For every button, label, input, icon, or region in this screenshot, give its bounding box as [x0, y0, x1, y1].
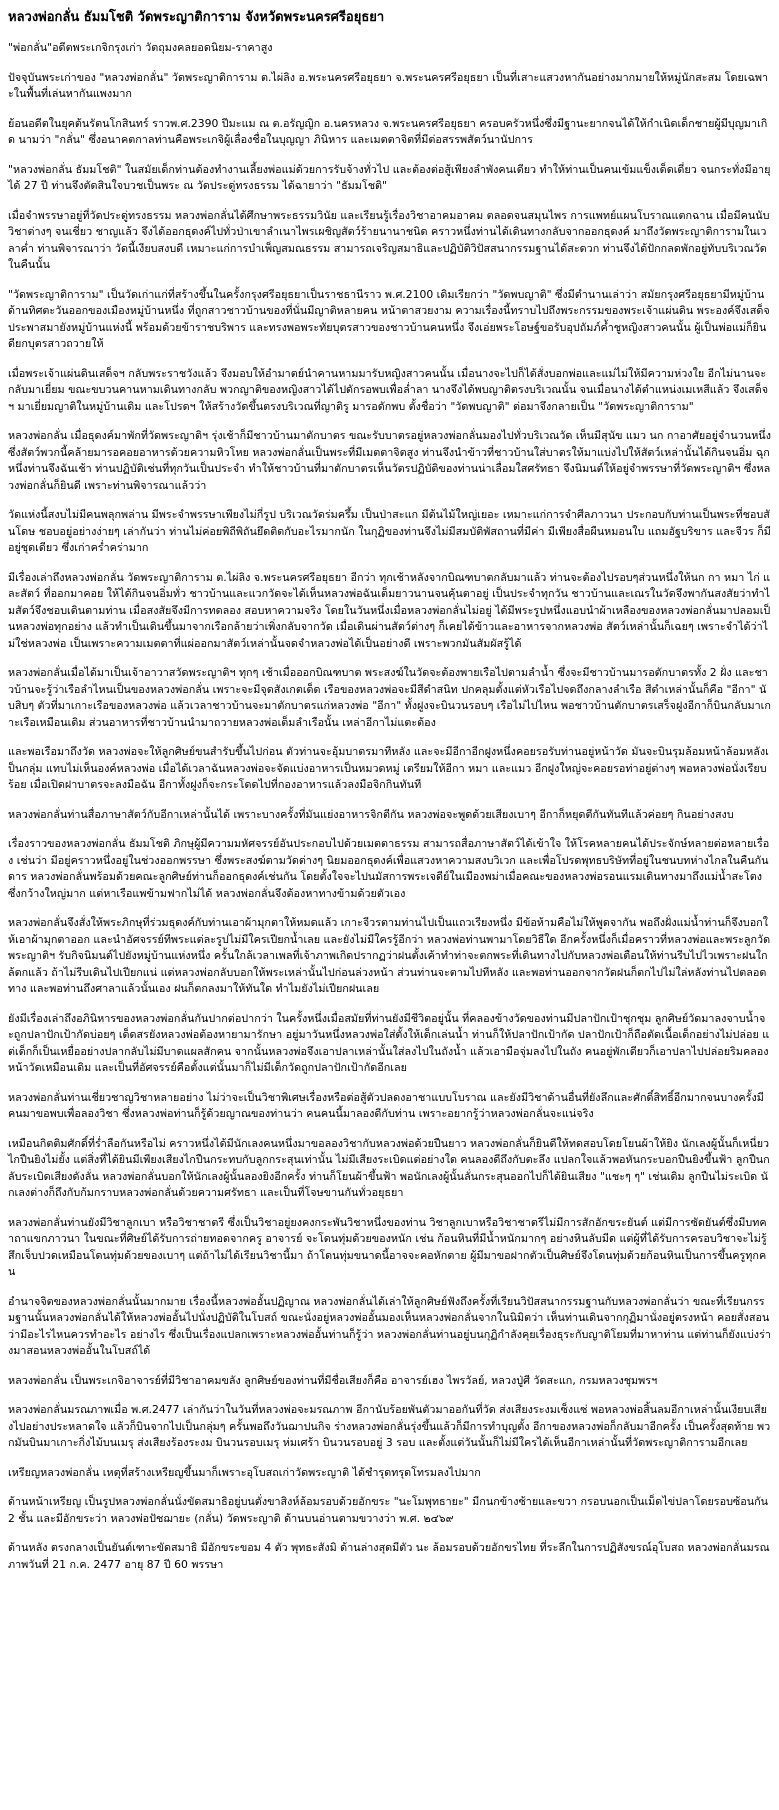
paragraph: หลวงพ่อกลั่นท่านยังมีวิชาลูกเบา หรือวิชาชาตรี ซึ่งเป็นวิชาอยู่ยงคงกระพันวิชาหนึ่งของท่าน วิชาลูกเบาหรือวิชาชาตรีไม่มีการสักอักขระยันต์ แต่มีการซัดยันต์ซึ่งมีบทคาถาแขกภาวนา ในขณะที่ศิษย์ได้รับการถ่ายทอดจากครู อาจารย์ จะโดนทุ่มด้วยของหนัก เช่น ก้อนหินที่มีน้ำหนักมากๆ อย่างหินลับมีด แต่ผู้ที่ได้รับการครอบวิชาจะไม่รู้สึกเจ็บปวดเหมือนโดนทุ่มด้วยของเบาๆ แต่ถ้าไม่ได้เรียนวิชานี้มา ถ้าโดนทุ่มขนาดนี้อาจจะคอหักตาย ผู้มีมาขอฝากตัวเป็นศิษย์จึงโดนทุ่มด้วยก้อนหินเป็นการขึ้นครูทุกคน [8, 1215, 767, 1278]
paragraph: หลวงพ่อกลั่นจึงสั่งให้พระภิกษุที่ร่วมธุดงค์กับท่านเอาผ้ามุกตาให้หมดแล้ว เกาะจีวรตามท่านไปเป็นแถวเรียงหนึ่ง มีข้อห้ามคือไม่ให้พูดจากัน พอถึงฝั่งแม่น้ำท่านก็จึงบอกให้เอาผ้ามุกตาออก และนำอัศจรรย์ทีพระแต่ละรูปไม่มีใครเปียกน้ำเลย และยังไม่มีใครรู้อีกว่า หลวงพ่อท่านพามาโดยวิธีใด อีกครั้งหนึ่งก็เมื่อคราวที่หลวงพ่อและพระลูกวัดพระญาติฯ รับกิจนิมนต์ไปยังหมู่บ้านแห่งหนึ่ง ครั้นใกล้เวลาเพลที่เจ้าภาพเกิดปรากฏว่าฝนตั้งเค้าทำท่าจะตกพระที่เดินทางไปกับหลวงพ่อเตือนให้ท่านรีบไปไวเพราะฝนใกล้ตกแล้ว ถ้าไม่รีบเดินไปเปียกแน่ แต่หลวงพ่อกลับบอกให้พระเหล่านั้นไปก่อนล่วงหน้า ส่วนท่านจะตามไปทีหลัง และพอท่านออกจากวัดฝนก็ตกไปไม่ใล่หลังท่านไปตลอดทาง และพอท่านถึงศาลาแล้วนั้นเอง ฝนก็ตกลงมาให้ทันใด ทำไมยังไม่เปียกฝนเลย [8, 916, 771, 995]
paragraph: หลวงพ่อกลั่นเมื่อได้มาเป็นเจ้าอาวาสวัดพระญาติฯ ทุกๆ เช้าเมื่อออกบิณฑบาต พระสงฆ์ในวัดจะต้องพายเรือไปตามลำน้ำ ซึ่งจะมีชาวบ้านมารอตักบาตรทั้ง 2 ฝั่ง และชาวบ้านจะรู้ว่าเรือลำไหนเป็นของหลวงพ่อกลั่น เพราะจะมีจุดสังเกตเด็ด เรือของหลวงพ่อจะมีสีดำสนิท ปกคลุมตั้งแต่หัวเรือไปจดถึงกลางลำเรือ สีดำเหล่านั้นก็คือ "อีกา" นับสิบๆ ตัวที่มาเกาะเรือของหลวงพ่อ แล้วเวลาชาวบ้านจะมาตักบาตรแก่หลวงพ่อ "อีกา" ทั้งฝูงจะบินวนรอบๆ เรือไม่ไปไหน พอชาวบ้านตักบาตรเสร็จฝูงอีกาก็บินกลับมาเกาะเรือเหมือนเดิม ส่วนอาหารที่ชาวบ้านนำมาถวายหลวงพ่อเต็มลำเรือนั้น เหล่าอีกาไม่แตะต้อง [8, 666, 771, 729]
paragraph: "หลวงพ่อกลั่น ธัมมโชติ" ในสมัยเด็กท่านต้องทำงานเลี้ยงพ่อแม่ด้วยการรับจ้างทั่วไป และต้องต่อสู้เพียงลำพังคนเดียว ทำให้ท่านเป็นคนเข้มแข็งเด็ดเดี่ยว จนกระทั่งมีอายุได้ 27 ปี ท่านจึงตัดสินใจบวชเป็นพระ ณ วัดประดู่ทรงธรรม ได้ฉายาว่า "ธัมมโชติ" [8, 162, 771, 192]
paragraph: มีเรื่องเล่าถึงหลวงพ่อกลั่น วัดพระญาติการาม ต.ไผ่ลิง จ.พระนครศรีอยุธยา อีกว่า ทุกเช้าหลังจากบิณฑบาตกลับมาแล้ว ท่านจะต้องไปรอบๆส่วนหนึ่งให้นก กา หมา ไก่ และสัตว์ ที่ออกมาคอย ให้ได้กินจนอิ่มทั่ว ชาวบ้านและแวกวัดจะได้เห็นหลวงพ่อฉันเต็มยาวนานจนคุ้นตาอยู่ เป็นประจำทุกวัน ชาวบ้านและเณรในวัดจึงพากันสงสัยว่าทำไมสัตว์จึงชอบเดินตามท่าน เมื่อสงสัยจึงมีการทดลอง สอบหาความจริง โดยในวันหนึ่งเมื่อหลวงพ่อกลั่นไม่อยู่ ได้มีพระรูปหนึ่งแอบนำผ้าเหลืองของหลวงพ่อกลั่นมาปลอมเป็นหลวงพ่อทุกอย่าง แล้วทำเป็นเดินขึ้นมาจากเรือกล้ายว่าเพิ่งกลับจากวัด เมื่อเดินผ่านสัตว์ต่างๆ ก็เคยได้ข้าวและอาหารจากหลวงพ่อ สัตว์เหล่านั้นก็เฉยๆ เพราะจำได้ว่าไม่ใช่หลวงพ่อ เป็นเพราะความเมตตาที่แผ่ออกมาสัตว์เหล่านั้นจดจำหลวงพ่อได้เป็นอย่างดี เพราะพวกมันสัมผัสรู้ได้ [8, 570, 771, 650]
paragraph: "พ่อกลั่น"อดีตพระเกจิกรุงเก่า วัตถุมงคลยอดนิยม-ราคาสูง [8, 41, 273, 54]
paragraph: และพอเรือมาถึงวัด หลวงพ่อจะให้ลูกศิษย์ขนสำรับขึ้นไปก่อน ตัวท่านจะอุ้มบาตรมาทีหลัง และจะมีอีกาอีกฝูงหนึ่งคอยรอรับท่านอยู่หน้าวัด มันจะบินรุมล้อมหน้าล้อมหลังเป็นกลุ่ม แทบไม่เห็นองค์หลวงพ่อ เมื่อได้เวลาฉันหลวงพ่อจะจัดแบ่งอาหารเป็นหมวดหมู่ เตรียมให้อีกา หมา และแมว อีกฝูงใหญ่จะคอยรอท่าอยู่ต่างๆ พอหลวงพ่อนั่งเรียบร้อย เมื่อเปิดฝาบาตรจะลงมือฉัน อีกาทั้งฝูงก็จะกระโดดไปที่กองอาหารแล้วลงมือจิกกินทันที [8, 745, 769, 791]
paragraph: เมื่อจำพรรษาอยู่ที่วัดประดู่ทรงธรรม หลวงพ่อกลั่นได้ศึกษาพระธรรมวินัย และเรียนรู้เรื่องวิชาอาคมอาคม ตลอดจนสมุนไพร การแพทย์แผนโบราณแตกฉาน เมื่อมีคนนับวิชาต่างๆ จนเชี่ยว ชาญแล้ว จึงได้ออกธุดงค์ไปทั่วป่าเขาลำเนาไพรเผชิญสัตว์ร้ายนานาชนิด คราวหนึ่งท่านได้เดินทางกลับจากออกธุดงค์ มาถึงวัดพระญาติการามในเวลาค่ำ ท่านพิจารณาว่า วัดนี้เงียบสงบดี เหมาะแก่การบำเพ็ญสมณธรรม สามารถเจริญสมาธิและปฏิบัติวิปัสสนากรรมฐานได้สะดวก ท่านจึงได้ปักกลดพักอยู่ทับบริเวณวัดในคืนนั้น [8, 208, 770, 271]
paragraph: หลวงพ่อกลั่น เป็นพระเกจิอาจารย์ที่มีวิชาอาคมขลัง ลูกศิษย์ของท่านที่มีชื่อเสียงก็คือ อาจารย์เฮง ไพรวัลย์, หลวงปู่ศี วัดสะแก, กรมหลวงชุมพรฯ [8, 1373, 658, 1387]
paragraph: หลวงพ่อกลั่นมรณภาพเมื่อ พ.ศ.2477 เล่ากันว่าในวันที่หลวงพ่อจะมรณภาพ อีกานับร้อยพันตัวมาออกันที่วัด ส่งเสียงระงมเซ็งแซ่ พอหลวงพ่อสิ้นลมอีกาเหล่านั้นเงียบเสียงไปอย่างประหลาดใจ แล้วก็บินจากไปเป็นกลุ่มๆ ครั้นพอถึงวันฌาปนกิจ ร่างหลวงพ่อกลั่นรุ่งขึ้นแล้วก็มีการทำบุญตั้ง อีกาของหลวงพ่อก็กลับมาอีกครั้ง เป็นครั้งสุดท้าย พวกมันบินมาเกาะกิ่งไม้บนเมรุ ส่งเสียงร้องระงม บินวนรอบเมรุ ห่มเศร้า บินวนรอบอยู่ 3 รอบ และตั้งแต่วันนั้นก็ไม่มีใครได้เห็นอีกาเหล่านั้นที่วัดพระญาติการามอีกเลย [8, 1403, 771, 1449]
paragraph: เรื่องราวของหลวงพ่อกลั่น ธัมมโชติ ภิกษุผู้มีความมหัศจรรย์อันประกอบไปด้วยเมตตาธรรม สามารถสื่อภาษาสัตว์ได้เข้าใจ ให้โรคหลายคนได้ประจักษ์หลายต่อหลายเรื่อง เช่นว่า มีอยู่คราวหนึ่งอยู่ในช่วงออกพรรษา ซึ่งพระสงฆ์ตามวัดต่างๆ นิยมออกธุดงค์เพื่อแสวงหาความสงบวิเวก และเพื่อโปรดพุทธบริษัทที่อยู่ในชนบทห่างไกลในคืนกันดาร หลวงพ่อกลั่นพร้อมด้วยคณะลูกศิษย์ท่านก็ออกธุดงค์เช่นกัน โดยตั้งใจจะไปนมัสการพระเจดีย์ในเมืองพม่าเมื่อคณะของหลวงพ่อรอนแรมเดินทางมาถึงแม่น้ำสะโตง ซึ่งกว้างใหญ่มาก แต่หาเรือแพข้ามฟากไม่ได้ หลวงพ่อกลั่นจึงต้องหาทางข้ามด้วยตัวเอง [8, 837, 770, 900]
paragraph: หลวงพ่อกลั่นท่านเชี่ยวชาญวิชาหลายอย่าง ไม่ว่าจะเป็นวิชาพิเศษเรื่องหรือต่อสู้ตัวปลดงอาชาแบบโบราณ และยังมีวิชาด้านอื่นที่ยังลึกและศักดิ์สิทธิ์อีกมากจนบางครั้งมีคนมาขอพบเพื่อลองวิชา ซึ่งหลวงพ่อท่านก็รู้ด้วยญาณของท่านว่า คนคนนี้มาลองดีกับท่าน เพราะอยากรู้ว่าหลวงพ่อกลั่นจะแน่จริง [8, 1090, 764, 1120]
paragraph: หลวงพ่อกลั่น เมื่อธุดงค์มาพักที่วัดพระญาติฯ รุ่งเช้าก็มีชาวบ้านมาตักบาตร ขณะรับบาตรอยู่หลวงพ่อกลั่นมองไปทั่วบริเวณวัด เห็นมีสุนัข แมว นก กาอาศัยอยู่จำนวนหนึ่ง ซึ่งสัตว์พวกนี้คล้ายมารอคอยอาหารด้วยความหิวโหย หลวงพ่อกลั่นเป็นพระที่มีเมตตาจิตสูง ท่านจึงนำข้าวที่ชาวบ้านใส่บาตรให้มาแบ่งไปให้สัตว์เหล่านั้นได้กินจนอิ่ม ฉุกหนึ่งท่านจึงฉันเช้า ท่านปฏิบัติเช่นที่ทุกวันเป็นประจำ ทำให้ชาวบ้านที่มาตักบาตรเห็นวัตรปฏิบัติของท่านน่าเลื่อมใสศรัทธา จึงนิมนต์ให้อยู่จำพรรษาที่วัดพระญาติฯ ซึ่งหลวงพ่อกลั่นก็ยินดี เพราะท่านพิจารณาแล้วว่า [8, 429, 771, 492]
paragraph: อำนาจจิตของหลวงพ่อกลั่นนั้นมากมาย เรื่องนี้หลวงพ่ออั้นปฏิญาณ หลวงพ่อกลั่นได้เล่าให้ลูกศิษย์ฟังถึงครั้งที่เรียนวิปัสสนากรรมฐานกับหลวงพ่อกลั่นว่า ขณะที่เรียนกรรมฐานนั้นหลวงพ่อกลั่นได้ให้หลวงพ่ออั้นไปนั่งปฏิบัติในโบสถ์ ขณะนั่งอยู่หลวงพ่ออั้นมองเห็นหลวงพ่อกลั่นจากในนิมิตว่า เห็นท่านเดินจากกุฏิมานั่งอยู่ตรงหน้า คอยสั่งสอนว่ามีอะไรไหนควรทำอะไร อย่างไร ซึ่งเป็นเรื่องแปลกเพราะหลวงพ่ออั้นท่านก็รู้ว่า หลวงพ่อกลั่นท่านอยู่บนกุฏิกำลังคุยเรื่องธุระกับญาติโยมที่มาหาท่าน แต่ท่านก็ยังแบ่งร่างมาสอนหลวงพ่ออั้นในโบสถ์ได้ [8, 1294, 771, 1357]
paragraph: ด้านหน้าเหรียญ เป็นรูปหลวงพ่อกลั่นนั่งขัดสมาธิอยู่บนตั่งขาสิงห์ล้อมรอบด้วยอักขระ "นะโมพุทธายะ" มีกนกข้างซ้ายและขวา กรอบนอกเป็นเม็ดไข่ปลาโดยรอบซ้อนกัน 2 ชั้น และมีอักขระว่า หลวงพ่อปัชฌายะ (กลั่น) วัดพระญาติ ด้านบนอ่านตามขวางว่า พ.ศ. ๒๔๖๙ [8, 1495, 769, 1525]
paragraph: ย้อนอดีตในยุคต้นรัตนโกสินทร์ ราวพ.ศ.2390 ปีมะแม ณ ต.อรัญญิก อ.นครหลวง จ.พระนครศรีอยุธยา ครอบครัวหนึ่งซึ่งมีฐานะยากจนได้ให้กำเนิดเด็กชายผู้มีบุญมาเกิด นามว่า "กลั่น" ซึ่งอนาคตกาลท่านคือพระเกจิผู้เลื่องชื่อในบุญญา ภินิหาร และเมตตาจิตที่มีต่อสรรพสัตว์นานัปการ [8, 116, 768, 146]
paragraph: หลวงพ่อกลั่นท่านสื่อภาษาสัตว์กับอีกาเหล่านั้นได้ เพราะบางครั้งที่มันแย่งอาหารจิกตีกัน หลวงพ่อจะพูดด้วยเสียงเบาๆ อีกาก็หยุดตีกันทันทีแล้วค่อยๆ กินอย่างสงบ [8, 807, 734, 821]
paragraph: ด้านหลัง ตรงกลางเป็นยันต์เฑาะขัดสมาธิ มีอักขระขอม 4 ตัว พุทธะสังมิ ด้านล่างสุดมีตัว นะ ล้อมรอบด้วยอักขรไทย ที่ระลึกในการปฏิสังขรณ์อุโบสถ หลวงพ่อกลั่นมรณภาพวันที่ 21 ก.ค. 2477 อายุ 87 ปี 60 พรรษา [8, 1541, 770, 1571]
paragraph: ยังมีเรื่องเล่าถึงอภินิหารของหลวงพ่อกลั่นกันปากต่อปากว่า ในครั้งหนึ่งเมื่อสมัยที่ท่านยังมีชีวิตอยู่นั้น ที่คลองข้างวัดของท่านมีปลาปักเป้าชุกชุม ลูกศิษย์วัดมาลงจาบน้ำจะถูกปลาปักเป้ากัดบ่อยๆ เด็ดสรยังหลวงพ่อต้องหายามารักษา อยู่มาวันหนึ่งหลวงพ่อใส่ตั้งให้เด็กเล่นน้ำ ท่านก็ให้ปลาปักเป้ากัด ปลาปักเป้าก็ถือตัดเนื้อเด็กอย่างไม่ปล่อย แต่เด็กก็เป็นเหยื่ออย่างปลากลับไม่มีบาดแผลสักคน จากนั้นหลวงพ่อจึงเอาปลาเหล่านั้นใส่ลงไปในถังน้ำ แล้วเอามือจุ่มลงไปในถัง คนอยู่พักเดียวก็เอาปลาไปปล่อยริมคลองหน้าวัดเหมือนเดิม และเป็นที่อัศจรรย์คือตั้งแต่นั้นมาก็ไม่มีเด็กวัดถูกปลาปักเป้ากัดอีกเลย [8, 1011, 770, 1074]
paragraph: "วัดพระญาติการาม" เป็นวัดเก่าแก่ที่สร้างขึ้นในครั้งกรุงศรีอยุธยาเป็นราชธานีราว พ.ศ.2100 เดิมเรียกว่า "วัดพบญาติ" ซึ่งมีตำนานเล่าว่า สมัยกรุงศรีอยุธยามีหมู่บ้านด้านทิศตะวันออกของเมืองหมู่บ้านหนึ่ง ที่ถูกสาวชาวบ้านของที่นั่นมีญาติหลายคน หน้าตาสวยงาม ความเรื่องนี้ทราบไปถึงพระกรรมของพระเจ้าแผ่นดิน พระองค์จึงเสด็จประพาสมายังหมู่บ้านแห่งนี้ พร้อมด้วยข้าราชบริพาร และทรงพอพระทัยบุตรสาวของชาวบ้านคนหนึ่ง จึงเอ่ยพระโอษฐ์ขอรับอุปถัมภ์ค้ำชูหญิงสาวคนนั้น ผู้เป็นพ่อแม่ก็ยินดียกบุตรสาวถวายให้ [8, 287, 770, 350]
paragraph: เหรียญหลวงพ่อกลั่น เหตุที่สร้างเหรียญขึ้นมาก็เพราะอุโบสถเก่าวัดพระญาติ ได้ชำรุดทรุดโทรมลงไปมาก [8, 1465, 481, 1479]
paragraph: ปัจจุบันพระเก่าของ "หลวงพ่อกลั่น" วัดพระญาติการาม ต.ไผ่ลิง อ.พระนครศรีอยุธยา จ.พระนครศรีอยุธยา เป็นที่เสาะแสวงหากันอย่างมากมายให้หมู่นักสะสม โดยเฉพาะในพื้นที่เล่นหากันแพงมาก [8, 70, 769, 100]
article-body [8, 40, 771, 1573]
article-title: หลวงพ่อกลั่น ธัมมโชติ วัดพระญาติการาม จังหวัดพระนครศรีอยุธยา [8, 10, 385, 25]
paragraph: เหมือนกิตติมศักดิ์ที่ร่ำลือกันหรือไม่ คราวหนึ่งได้มีนักเลงคนหนึ่งมาขอลองวิชากับหลวงพ่อด้วยปืนยาว หลวงพ่อกลั่นก็ยินดีให้ทดสอบโดยโยนผ้าให้ยิง นักเลงผู้นั้นก็เหนี่ยวไกปืนยิงไม่ยั้ง แต่สิ่งที่ได้ยินมีเพียงเสียงไกปืนกระทบกับลูกกระสุนเท่านั้น ไม่มีเสียงระเบิดแต่อย่างใด คนลองดีถึงกับตะลึง แปลกใจแล้วพอหันกระบอกปืนยิงขึ้นฟ้า ลูกปืนกลับระเบิดเสียงดังลั่น หลวงพ่อกลั่นบอกให้นักเลงผู้นั้นลองยิงอีกครั้ง ท่านก็โยนผ้าขึ้นฟ้า พอนักเลงผู้นั้นลั่นกระสุนออกไปก็ได้ยินเสียง "แชะๆ ๆ" เช่นเดิม ลูกปืนไม่ระเบิด นักเลงต่างก็ถึงกับก้มกราบหลวงพ่อกลั่นด้วยความศรัทธา และเป็นที่โจษขานกันทั่วอยุธยา [8, 1136, 770, 1199]
paragraph: เมื่อพระเจ้าแผ่นดินเสด็จฯ กลับพระราชวังแล้ว จึงมอบให้อำมาตย์นำคานหามมารับหญิงสาวคนนั้น เมื่อนางจะไปก็ได้สั่งบอกพ่อและแม่ไม่ให้มีความห่วงใย อีกไม่นานจะกลับมาเยี่ยม ขณะขบวนคานหามเดินทางกลับ พวกญาติของหญิงสาวได้ไปดักรอพบเพื่อล่ำลา นางจึงได้พบญาติตรงบริเวณนั้น จนเมื่อนางได้ตำแหน่งเมเหสีแล้ว จึงเสด็จฯ มาเยี่ยมญาติในหมู่บ้านเดิม และโปรดฯ ให้สร้างวัดขึ้นตรงบริเวณที่ญาติรู มารอดักพบ ตั้งชื่อว่า "วัดพบญาติ" ต่อมาจึงกลายเป็น "วัดพระญาติการาม" [8, 366, 769, 413]
paragraph: วัดแห่งนี้สงบไม่มีคนพลุกพล่าน มีพระจำพรรษาเพียงไม่กี่รูป บริเวณวัดร่มครึ้ม เป็นป่าสะแก มีต้นไม้ใหญ่เยอะ เหมาะแก่การจำศีลภาวนา ประกอบกับท่านเป็นพระที่ชอบสันโดษ ชอบอยู่อย่างง่ายๆ เล่ากันว่า ท่านไม่ค่อยพิถีพิถันยึดติดกับอะไรมากนัก ในกุฏิของท่านจึงไม่มีสมบัติพัสถานที่มีค่า มีเพียงสื่อผืนหมอนใบ แถมอัฐบริขาร และจีวร ก็มีอยู่ชุดเดียว ซึ่งเก่าคร่ำคร่ามาก [8, 508, 771, 554]
